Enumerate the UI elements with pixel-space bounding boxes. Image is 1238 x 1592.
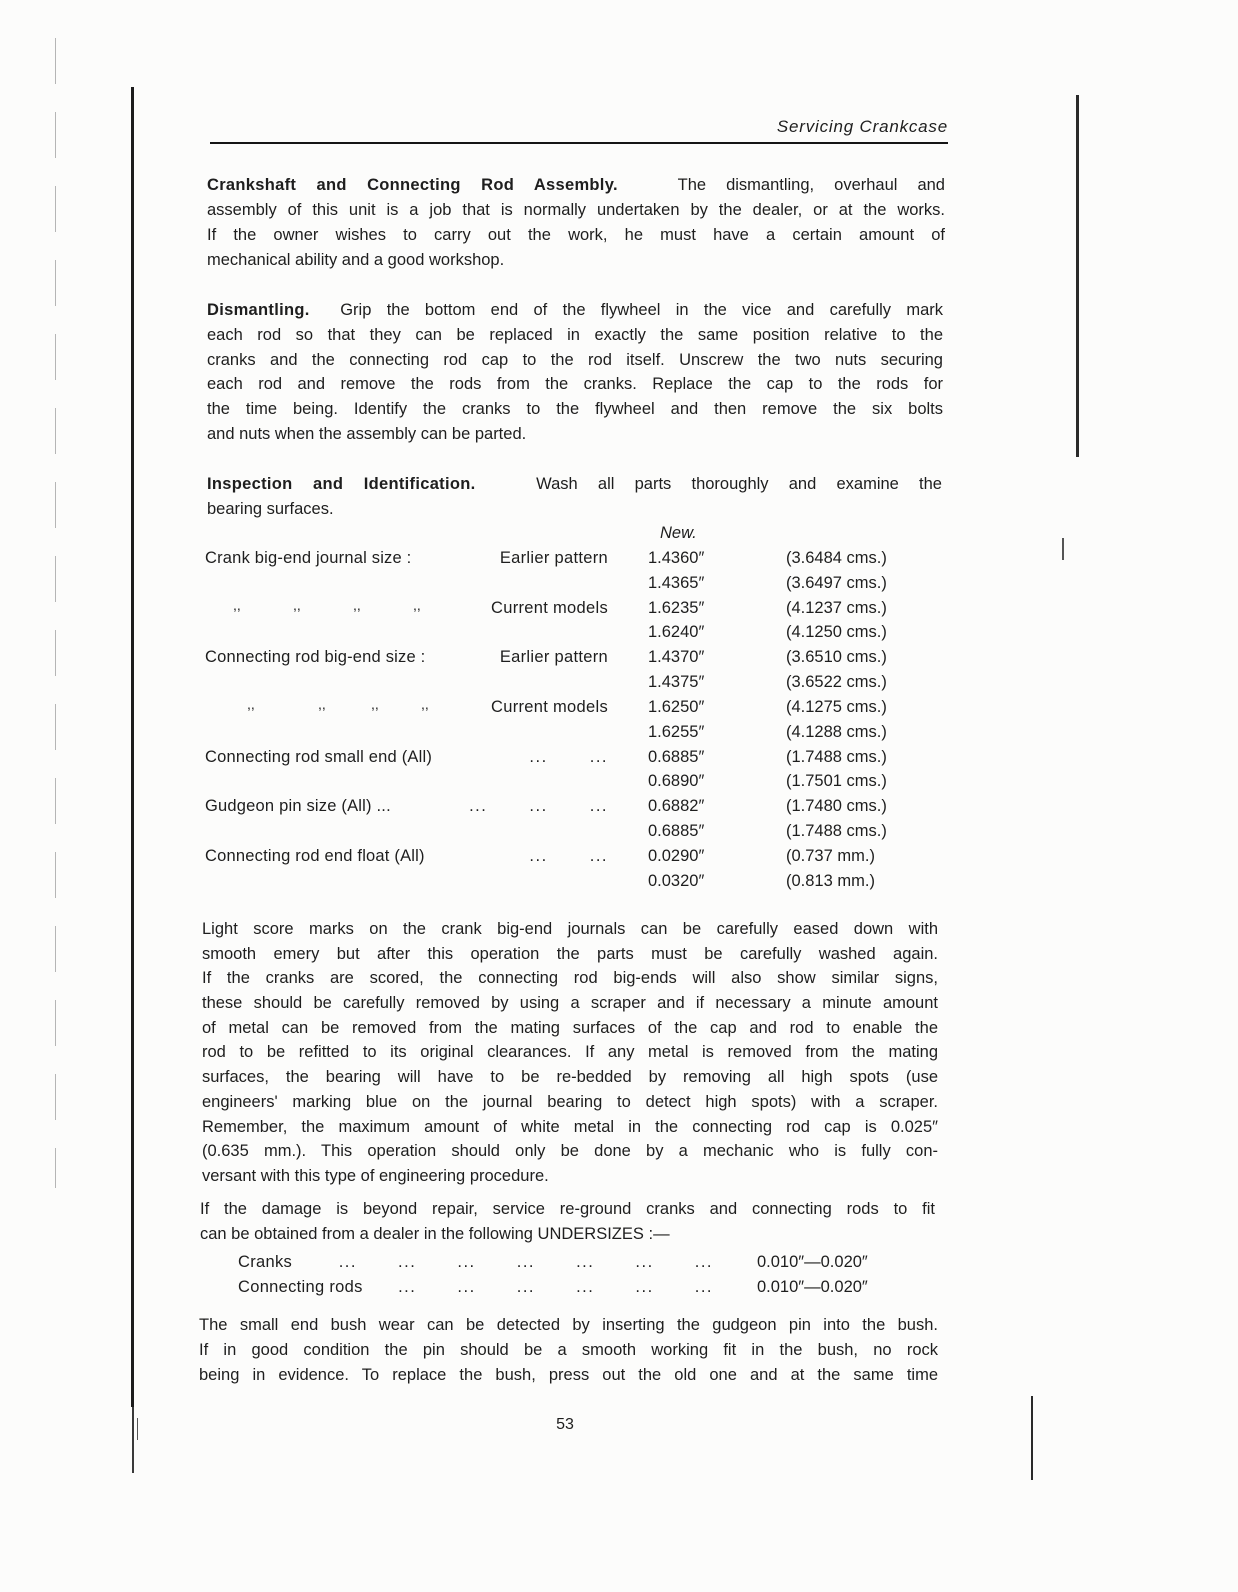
value-metric: (1.7501 cms.) [786,772,887,791]
paragraph-line: each rod so that they can be replaced in exactly the same position relative to the [207,325,943,344]
paragraph-line [207,173,945,198]
paragraph-line: rod to be refitted to its original clearances. If any metal is removed from the mating [202,1043,938,1062]
table-row [205,620,905,645]
paragraph-line: being in evidence. To replace the bush, press out the old one and at the same time [199,1366,938,1384]
table-row [205,670,905,695]
section-heading: Inspection and Identification. [207,475,476,493]
value-metric: (1.7488 cms.) [786,747,887,766]
row-label: Crank big-end journal size : [205,548,412,567]
table-row [205,745,905,770]
table-row [205,869,905,894]
page-number: 53 [556,1416,574,1433]
value-inches: 0.6882″ [648,797,705,816]
value-metric: (0.813 mm.) [786,871,875,890]
paragraph-line [207,298,943,323]
score-marks-paragraph [202,917,938,1189]
value-metric: (1.7480 cms.) [786,797,887,816]
value-inches: 1.6240″ [648,623,705,642]
list-item [238,1275,888,1300]
table-row [205,844,905,869]
line-text: Grip the bottom end of the flywheel in the vice and carefully mark [340,301,943,319]
value-inches: 0.0290″ [648,846,705,865]
paragraph-line: Remember, the maximum amount of white metal in the connecting rod cap is 0.025″ [202,1117,938,1136]
paragraph-line: The small end bush wear can be detected by inserting the gudgeon pin into the bush. [199,1316,938,1334]
dot-leader: ... ... ... ... ... ... ... [338,1253,713,1271]
running-header: Servicing Crankcase [776,117,948,136]
scan-edge-line [1031,1396,1033,1480]
scan-edge-line [1076,95,1079,457]
paragraph-line: each rod and remove the rods from the cranks. Replace the cap to the rods for [207,375,943,394]
paragraph-line: smooth emery but after this operation the parts must be carefully washed again. [202,944,938,963]
value-inches: 1.4370″ [648,648,705,667]
header-rule [210,142,948,144]
value-inches: 0.6885″ [648,822,705,841]
ditto-mark: ,, [247,695,255,712]
table-row [205,546,905,571]
value-inches: 0.0320″ [648,871,705,890]
inspection-paragraph [207,472,942,522]
paragraph-line: (0.635 mm.). This operation should only be done by a mechanic who is fully con- [202,1142,938,1161]
line-text: Wash all parts thoroughly and examine the [536,475,942,493]
table-row [205,794,905,819]
column-header-new: New. [660,524,697,542]
value-metric: (0.737 mm.) [786,846,875,865]
table-row [205,720,905,745]
scan-edge-line [132,1407,134,1473]
value-metric: (3.6510 cms.) [786,648,887,667]
row-label: Connecting rod end float (All) [205,846,425,865]
section-heading: Crankshaft and Connecting Rod Assembly. [207,176,618,194]
scan-edge-line [55,38,56,1188]
scan-edge-line [1062,538,1064,560]
value-metric: (4.1237 cms.) [786,598,887,617]
value-inches: 1.4365″ [648,573,705,592]
paragraph-line: engineers' marking blue on the journal bearing to detect high spots) with a scraper. [202,1092,938,1111]
ditto-mark: ,, [293,596,301,613]
undersizes-paragraph [200,1197,935,1246]
value-metric: (4.1288 cms.) [786,722,887,741]
dimensions-table [205,521,905,894]
ditto-mark: ,, [353,596,361,613]
table-row [205,769,905,794]
dot-leader: ... ... ... [469,797,608,816]
value-inches: 1.6255″ [648,722,705,741]
row-variant: Earlier pattern [499,648,608,667]
dismantling-paragraph [207,298,943,447]
paragraph-line: If the damage is beyond repair, service re-ground cranks and connecting rods to fit [200,1200,935,1218]
table-header-row [205,521,905,546]
paragraph-line: of metal can be removed from the mating surfaces of the cap and rod to enable the [202,1018,938,1037]
paragraph-line: assembly of this unit is a job that is normally undertaken by the dealer, or at the works. [207,201,945,219]
ditto-mark: ,, [413,596,421,613]
paragraph-line: If the owner wishes to carry out the work, he must have a certain amount of [207,226,945,244]
table-row [205,645,905,670]
paragraph-line: bearing surfaces. [207,500,334,518]
paragraph-line: If the cranks are scored, the connecting rod big-ends will also show similar signs, [202,969,938,988]
dot-leader: ... ... [529,747,608,766]
row-variant: Current models [491,598,608,617]
paragraph-line: and nuts when the assembly can be parted. [207,424,527,443]
value-metric: (3.6484 cms.) [786,548,887,567]
paragraph-line: these should be carefully removed by using a scraper and if necessary a minute amount [202,994,938,1013]
assembly-paragraph [207,173,945,273]
table-row [205,596,905,621]
value-metric: (4.1275 cms.) [786,697,887,716]
value-inches: 1.6235″ [648,598,705,617]
undersizes-list [238,1250,888,1300]
item-label: Connecting rods [238,1278,363,1296]
small-end-bush-paragraph [199,1313,938,1388]
paragraph-line: Light score marks on the crank big-end journals can be carefully eased down with [202,920,938,938]
table-row [205,819,905,844]
value-metric: (4.1250 cms.) [786,623,887,642]
paragraph-line: surfaces, the bearing will have to be re-bedded by removing all high spots (use [202,1068,938,1087]
row-label: Connecting rod small end (All) [205,747,433,766]
scan-edge-line [137,1418,138,1440]
row-variant: Earlier pattern [499,548,608,567]
paragraph-line: If in good condition the pin should be a smooth working fit in the bush, no rock [199,1341,938,1359]
value-inches: 1.6250″ [648,697,705,716]
ditto-mark: ,, [233,596,241,613]
paragraph-line: versant with this type of engineering procedure. [202,1166,549,1185]
section-heading: Dismantling. [207,301,310,319]
table-row [205,571,905,596]
row-label: Gudgeon pin size (All) ... [205,797,391,816]
item-label: Cranks [238,1253,293,1271]
paragraph-line: the time being. Identify the cranks to the flywheel and then remove the six bolts [207,400,943,419]
row-label: Connecting rod big-end size : [205,648,426,667]
ditto-mark: ,, [371,695,379,712]
ditto-mark: ,, [318,695,326,712]
item-value: 0.010″—0.020″ [757,1278,868,1296]
paragraph-line: mechanical ability and a good workshop. [207,251,505,269]
value-metric: (1.7488 cms.) [786,822,887,841]
dot-leader: ... ... [529,846,608,865]
scan-edge-line [131,87,134,1407]
paragraph-line: can be obtained from a dealer in the following UNDERSIZES :— [200,1224,670,1243]
row-variant: Current models [491,697,608,716]
table-row [205,695,905,720]
value-inches: 1.4360″ [648,548,705,567]
paragraph-line [207,472,942,497]
list-item [238,1250,888,1275]
ditto-mark: ,, [421,695,429,712]
paragraph-line: cranks and the connecting rod cap to the rod itself. Unscrew the two nuts securing [207,350,943,369]
value-inches: 0.6890″ [648,772,705,791]
value-metric: (3.6497 cms.) [786,573,887,592]
value-metric: (3.6522 cms.) [786,673,887,692]
dot-leader: ... ... ... ... ... ... [398,1278,713,1296]
line-text: The dismantling, overhaul and [677,176,945,194]
item-value: 0.010″—0.020″ [757,1253,868,1271]
value-inches: 1.4375″ [648,673,705,692]
value-inches: 0.6885″ [648,747,705,766]
